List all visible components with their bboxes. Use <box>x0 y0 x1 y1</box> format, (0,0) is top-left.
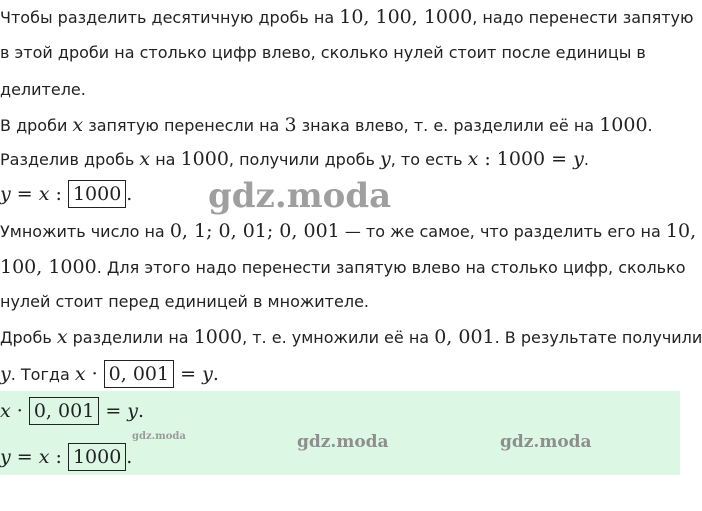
text-line: 100, 1000. Для этого надо перенести запятую влево на столько цифр, сколько <box>0 256 686 278</box>
boxed-value: 1000 <box>68 443 126 471</box>
text-line: делителе. <box>0 80 86 99</box>
answer-line-1: x · 0, 001 = y. <box>0 397 144 425</box>
paragraph-3: Разделив дробь x на 1000, получили дробь y, то есть x : 1000 = y. <box>0 148 589 170</box>
watermark: gdz.moda <box>208 176 392 216</box>
text-line: Умножить число на 0, 1; 0, 01; 0, 001 — то же самое, что разделить его на 10, <box>0 220 697 242</box>
boxed-value: 0, 001 <box>104 360 174 388</box>
text-line: Дробь x разделили на 1000, т. е. умножили её на 0, 001. В результате получили <box>0 326 702 348</box>
watermark: gdz.moda <box>297 432 389 452</box>
text-line: нулей стоит перед единицей в множителе. <box>0 292 369 311</box>
text-line: Чтобы разделить десятичную дробь на 10, 100, 1000, надо перенести запятую <box>0 6 694 28</box>
boxed-value: 1000 <box>68 180 126 208</box>
paragraph-2: В дроби x запятую перенесли на 3 знака влево, т. е. разделили её на 1000. <box>0 114 653 136</box>
watermark: gdz.moda <box>132 431 186 442</box>
formula-divide: y = x : 1000 . <box>0 180 132 208</box>
watermark: gdz.moda <box>500 432 592 452</box>
text-line: в этой дроби на столько цифр влево, сколько нулей стоит после единицы в <box>0 43 646 62</box>
text-line: y. Тогда x · 0, 001 = y. <box>0 360 219 388</box>
answer-line-2: y = x : 1000 . <box>0 443 132 471</box>
boxed-value: 0, 001 <box>29 397 99 425</box>
